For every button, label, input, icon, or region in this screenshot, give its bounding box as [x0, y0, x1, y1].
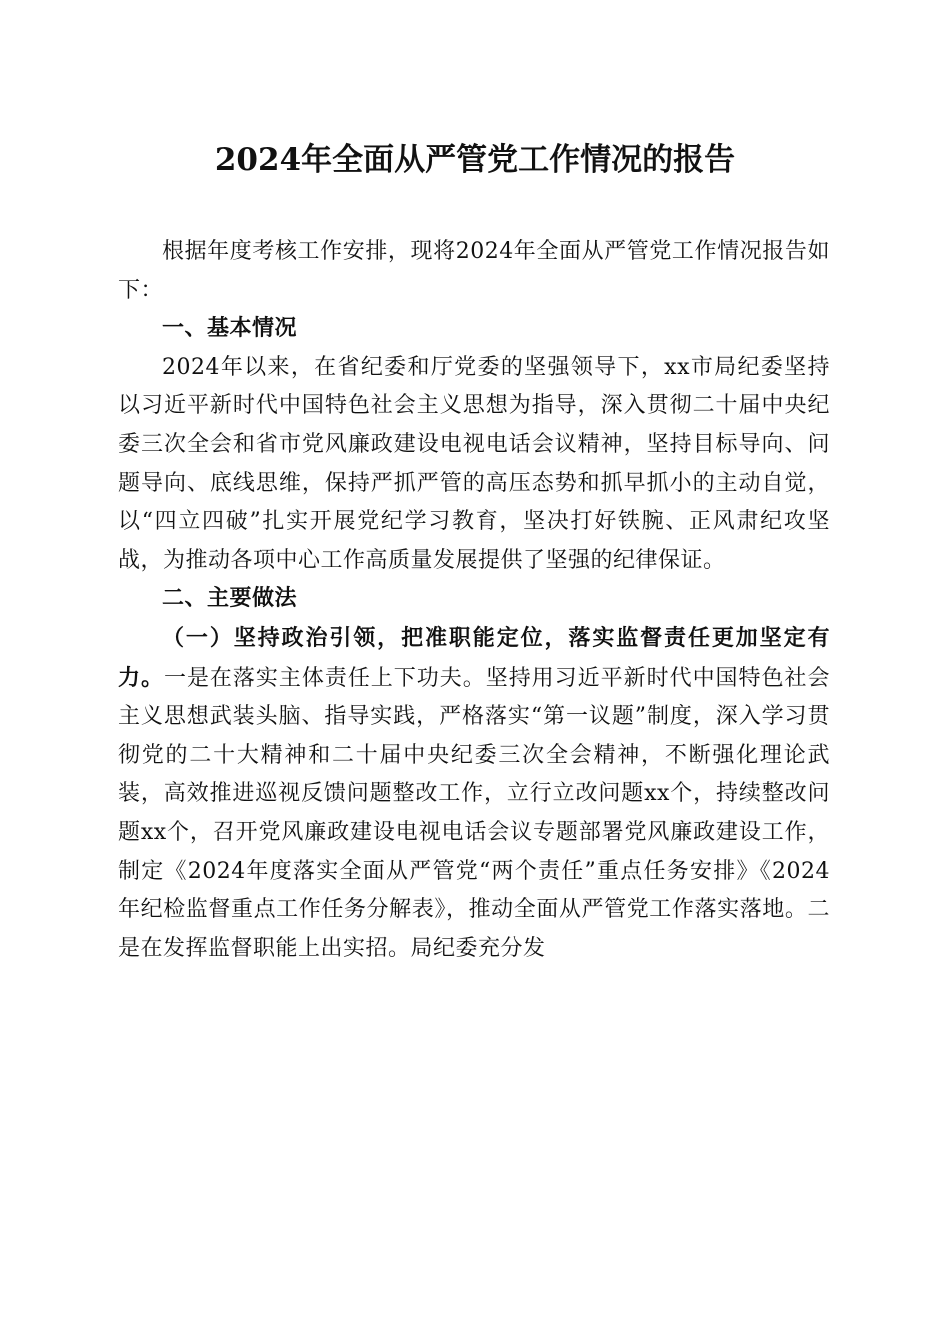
document-title: 2024年全面从严管党工作情况的报告: [214, 142, 736, 178]
main-practices-paragraph: [118, 619, 830, 968]
intro-paragraph: 根据年度考核工作安排，现将2024年全面从严管党工作情况报告如下：: [118, 239, 830, 303]
political-leadership-text: 一是在落实主体责任上下功夫。坚持用习近平新时代中国特色社会主义思想武装头脑、指导实践，严格落实“第一议题”制度，深入学习贯彻党的二十大精神和二十届中央纪委三次全会精神，不断强化理论武装，高效推进巡视反馈问题整改工作，立行立改问题xx个，持续整改问题xx个，召开党风廉政建设电视电话会议专题部署党风廉政建设工作，制定《2024年度落实全面从严管党“两个责任”重点任务安排》《2024年纪检监督重点工作任务分解表》，推动全面从严管党工作落实落地。二是在发挥监督职能上出实招。局纪委充分发: [118, 665, 830, 961]
subsection-heading-political-leadership: （一）坚持政治引领，把准职能定位，落实监督责任更加坚定有力。: [118, 624, 830, 691]
basic-situation-paragraph: 2024年以来，在省纪委和厅党委的坚强领导下，xx市局纪委坚持以习近平新时代中国特色社会主义思想为指导，深入贯彻二十届中央纪委三次全会和省市党风廉政建设电视电话会议精神，坚持目标导向、问题导向、底线思维，保持严抓严管的高压态势和抓早抓小的主动自觉，以“四立四破”扎实开展党纪学习教育，坚决打好铁腕、正风肃纪攻坚战，为推动各项中心工作高质量发展提供了坚强的纪律保证。: [118, 354, 830, 573]
document-body: [118, 233, 830, 968]
section-heading-main-practices: 二、主要做法: [162, 586, 298, 612]
section-heading-basic-situation: 一、基本情况: [162, 316, 298, 342]
